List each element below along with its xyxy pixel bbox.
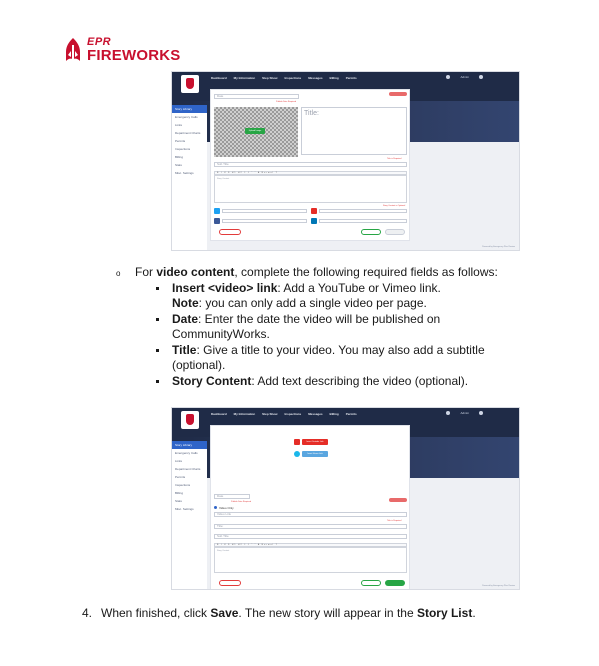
linkedin-link-field[interactable]	[319, 219, 407, 223]
video-only-toggle[interactable]	[214, 506, 234, 510]
facebook-link-field[interactable]	[222, 219, 307, 223]
date-required-note: Publish Date Required	[231, 501, 252, 503]
logo-epr-text: EPR	[87, 36, 112, 48]
story-form-panel	[210, 89, 410, 241]
footer-credit: Powered by Emergency Plan Review	[482, 246, 515, 248]
twitter-link-field[interactable]	[222, 209, 307, 213]
nav-billing[interactable]: Billing	[329, 76, 339, 80]
story-content-editor[interactable]	[214, 547, 407, 573]
save-button[interactable]	[361, 229, 381, 235]
sidebar	[172, 105, 207, 250]
nav-dashboard[interactable]: Dashboard	[211, 412, 227, 416]
item-title-cont	[172, 358, 225, 373]
nav-permits[interactable]: Permits	[345, 76, 357, 80]
text-bold: Save	[210, 606, 239, 620]
title-field[interactable]: Title:	[214, 524, 407, 529]
video-form-panel	[210, 425, 410, 590]
text-span: .	[472, 606, 476, 620]
sidebar-item-permits[interactable]: Permits	[175, 475, 186, 479]
story-editor-screenshot-image	[171, 71, 520, 251]
sidebar-item-permits[interactable]: Permits	[175, 139, 186, 143]
sidebar-item-billing[interactable]: Billing	[175, 491, 184, 495]
square-bullet	[156, 287, 159, 290]
text-span: : Enter the date the video will be published on	[198, 312, 441, 326]
cancel-button[interactable]	[219, 580, 241, 586]
square-bullet	[156, 380, 159, 383]
video-only-label: Video Only	[219, 506, 234, 510]
item-date-cont	[172, 327, 270, 342]
editor-toolbar[interactable]: B I U S H1 H2 ≡ ≡ “ ” A Normal T	[214, 171, 407, 175]
text-bold: Insert <video> link	[172, 281, 278, 295]
linkedin-icon[interactable]	[311, 218, 317, 224]
step-4-text	[101, 606, 476, 621]
date-field[interactable]: Date	[214, 94, 299, 99]
save-publish-button[interactable]	[385, 229, 405, 235]
square-bullet	[156, 349, 159, 352]
title-required-note: Title is Required	[387, 520, 402, 522]
twitter-icon[interactable]	[214, 208, 220, 214]
vimeo-icon	[294, 451, 300, 457]
sidebar-item-misc-settings[interactable]: Misc. Settings	[175, 171, 194, 175]
subtitle-field[interactable]: Sub Title	[214, 534, 407, 539]
sidebar-item-story-library[interactable]: Story Library	[172, 105, 207, 113]
text-span: CommunityWorks.	[172, 327, 270, 341]
item-date	[172, 312, 440, 327]
date-required-note: Publish Date Required	[276, 101, 297, 103]
nav-permits[interactable]: Permits	[345, 412, 357, 416]
sidebar-item-department-charts[interactable]: Department Charts	[175, 467, 201, 471]
sidebar-item-stats[interactable]: Stats	[175, 499, 182, 503]
sidebar-item-links[interactable]: Links	[175, 459, 183, 463]
settings-gear-icon[interactable]	[479, 411, 483, 415]
sidebar-item-billing[interactable]: Billing	[175, 155, 184, 159]
nav-billing[interactable]: Billing	[329, 412, 339, 416]
video-editor-screenshot-image	[171, 407, 520, 590]
text-span: : Add text describing the video (optional).	[251, 374, 469, 388]
step-4-number: 4.	[82, 606, 93, 620]
story-placeholder: Story Content	[217, 550, 230, 552]
sidebar-item-inspections[interactable]: Inspections	[175, 483, 191, 487]
user-avatar-icon[interactable]	[446, 411, 450, 415]
sidebar	[172, 441, 207, 589]
upload-image-button[interactable]: Upload Image	[245, 128, 265, 134]
publish-button[interactable]	[389, 498, 407, 502]
date-field[interactable]: Date	[214, 494, 250, 499]
app-logo-icon	[181, 411, 199, 429]
app-logo-icon	[181, 75, 199, 93]
sidebar-item-emergency-calls[interactable]: Emergency Calls	[175, 115, 198, 119]
insert-youtube-link-button[interactable]: Insert Youtube Link	[302, 439, 328, 445]
bullet-circle: o	[116, 269, 121, 278]
nav-step-show[interactable]: Step Show	[262, 76, 278, 80]
sidebar-item-stats[interactable]: Stats	[175, 163, 182, 167]
nav-my-information[interactable]: My Information	[233, 412, 256, 416]
text-bold: Story List	[416, 606, 473, 620]
square-bullet	[156, 318, 159, 321]
item-story-content	[172, 374, 468, 389]
nav-inspections[interactable]: Inspections	[284, 76, 302, 80]
rocket-logo-icon	[62, 37, 84, 65]
text-bold: Title	[172, 343, 197, 357]
text-span: For	[135, 265, 157, 279]
nav-messages[interactable]: Messages	[308, 412, 323, 416]
video-intro-line	[135, 265, 498, 280]
nav-messages[interactable]: Messages	[308, 76, 323, 80]
text-bold: Story Content	[172, 374, 252, 388]
text-span: When finished, click	[101, 606, 211, 620]
sidebar-item-emergency-calls[interactable]: Emergency Calls	[175, 451, 198, 455]
user-name[interactable]: Admin	[460, 411, 469, 415]
youtube-link-field[interactable]	[319, 209, 407, 213]
publish-button[interactable]	[389, 92, 407, 96]
video-link-field[interactable]: Video Link	[214, 512, 407, 517]
title-placeholder: Title:	[304, 110, 319, 117]
epr-fireworks-logo	[62, 37, 182, 65]
save-publish-button[interactable]	[385, 580, 405, 586]
sidebar-item-story-library[interactable]: Story Library	[172, 441, 207, 449]
nav-step-show[interactable]: Step Show	[262, 412, 278, 416]
youtube-icon[interactable]	[311, 208, 317, 214]
text-span: : Add a YouTube or Vimeo link.	[277, 281, 441, 295]
text-bold: Date	[172, 312, 199, 326]
subtitle-field[interactable]: Sub Title	[214, 162, 407, 167]
nav-my-information[interactable]: My Information	[233, 76, 256, 80]
text-span: : Give a title to your video. You may also add a subtitle	[196, 343, 485, 357]
sidebar-item-inspections[interactable]: Inspections	[175, 147, 191, 151]
sidebar-item-links[interactable]: Links	[175, 123, 183, 127]
text-span: : you can only add a single video per page.	[198, 296, 427, 310]
story-optional-note: Story Content is Optional	[383, 205, 406, 207]
cancel-button[interactable]	[219, 229, 241, 235]
nav-dashboard[interactable]: Dashboard	[211, 76, 227, 80]
insert-vimeo-link-button[interactable]: Insert Vimeo Link	[302, 451, 328, 457]
text-bold: video content	[156, 265, 235, 279]
title-required-note: Title is Required	[387, 158, 402, 160]
youtube-icon	[294, 439, 300, 445]
story-placeholder: Story Content	[217, 178, 230, 180]
item-insert-video	[172, 281, 441, 296]
text-bold: Note	[172, 296, 199, 310]
nav-inspections[interactable]: Inspections	[284, 412, 302, 416]
save-button[interactable]	[361, 580, 381, 586]
user-avatar-icon[interactable]	[446, 75, 450, 79]
user-name[interactable]: Admin	[460, 75, 469, 79]
item-title	[172, 343, 485, 358]
text-span: (optional).	[172, 358, 226, 372]
logo-fireworks-text: FIREWORKS	[87, 47, 181, 64]
title-field[interactable]	[301, 107, 407, 155]
radio-dot-icon	[214, 506, 217, 509]
facebook-icon[interactable]	[214, 218, 220, 224]
sidebar-item-misc-settings[interactable]: Misc. Settings	[175, 507, 194, 511]
item-note	[172, 296, 427, 311]
sidebar-item-department-charts[interactable]: Department Charts	[175, 131, 201, 135]
text-span: , complete the following required fields as follows:	[234, 265, 498, 279]
text-span: . The new story will appear in the	[238, 606, 417, 620]
editor-toolbar[interactable]: B I U S H1 H2 ≡ ≡ “ ” A Normal T	[214, 543, 407, 547]
footer-credit: Powered by Emergency Plan Review	[482, 585, 515, 587]
story-content-editor[interactable]	[214, 175, 407, 203]
settings-gear-icon[interactable]	[479, 75, 483, 79]
